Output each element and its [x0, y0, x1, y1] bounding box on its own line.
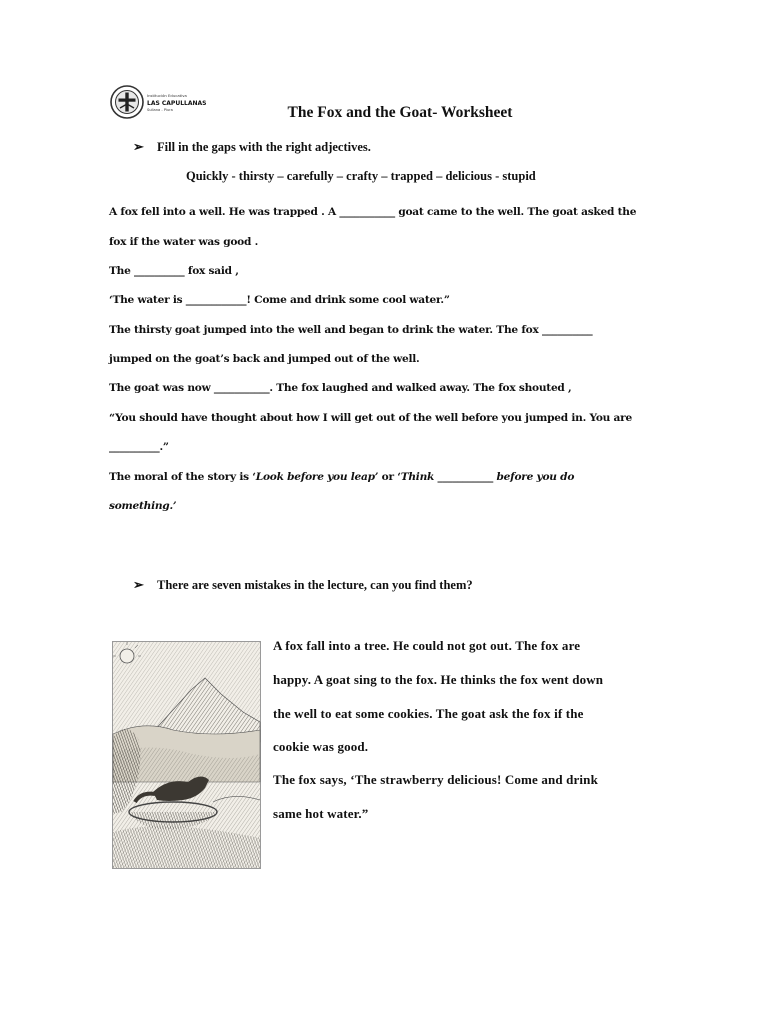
- moral-line-end: [109, 500, 176, 512]
- story-line: The thirsty goat jumped into the well and began to drink the water. The fox __________: [109, 324, 593, 336]
- arrow-bullet-icon: ➢: [133, 139, 144, 154]
- moral-quote: something.’: [109, 500, 177, 512]
- school-logo: [108, 84, 207, 120]
- mistake-line: happy. A goat sing to the fox. He thinks the fox went down: [273, 672, 604, 687]
- word-bank: Quickly - thirsty – carefully – crafty – trapped – delicious - stupid: [186, 169, 536, 183]
- moral-quote: before you do: [496, 471, 575, 483]
- mistake-line: cookie was good.: [273, 739, 369, 754]
- story-line: The goat was now ___________. The fox laughed and walked away. The fox shouted ,: [109, 382, 572, 394]
- moral-quote: Look before you leap’: [255, 471, 379, 483]
- story-line: ‘The water is ____________! Come and drink some cool water.”: [109, 294, 450, 306]
- svg-text:Sullana - Piura: Sullana - Piura: [147, 108, 173, 112]
- instruction-find-mistakes: [133, 577, 473, 593]
- story-line: “You should have thought about how I will get out of the well before you jumped in. You are: [109, 412, 632, 424]
- mistake-line: same hot water.”: [273, 806, 369, 821]
- mistake-line: A fox fall into a tree. He could not got out. The fox are: [273, 638, 581, 653]
- moral-text: or ‘: [378, 471, 401, 483]
- fox-engraving-icon: [113, 642, 260, 868]
- mistake-line: the well to eat some cookies. The goat ask the fox if the: [273, 706, 584, 721]
- school-crest-icon: [108, 84, 207, 120]
- moral-text: The moral of the story is ‘: [109, 471, 256, 483]
- arrow-bullet-icon: ➢: [133, 577, 144, 592]
- svg-text:Institución Educativa: Institución Educativa: [147, 93, 187, 98]
- instruction-text: There are seven mistakes in the lecture, can you find them?: [157, 578, 473, 592]
- story-line: A fox fell into a well. He was trapped . A ___________ goat came to the well. The goat asked the: [109, 206, 637, 218]
- story-line: fox if the water was good .: [109, 236, 259, 248]
- story-line: jumped on the goat’s back and jumped out of the well.: [109, 353, 420, 365]
- moral-blank: ___________: [434, 471, 497, 483]
- moral-quote: Think: [400, 471, 435, 483]
- instruction-fill-gaps: [133, 139, 371, 155]
- instruction-text: Fill in the gaps with the right adjectives.: [157, 140, 371, 154]
- worksheet-title: The Fox and the Goat- Worksheet: [287, 104, 513, 121]
- moral-line: [109, 471, 574, 483]
- story-line: __________.”: [109, 441, 169, 453]
- svg-text:LAS CAPULLANAS: LAS CAPULLANAS: [147, 100, 207, 107]
- fox-engraving-illustration: [112, 641, 261, 869]
- mistake-line: The fox says, ‘The strawberry delicious! Come and drink: [273, 772, 598, 787]
- story-line: The __________ fox said ,: [109, 265, 239, 277]
